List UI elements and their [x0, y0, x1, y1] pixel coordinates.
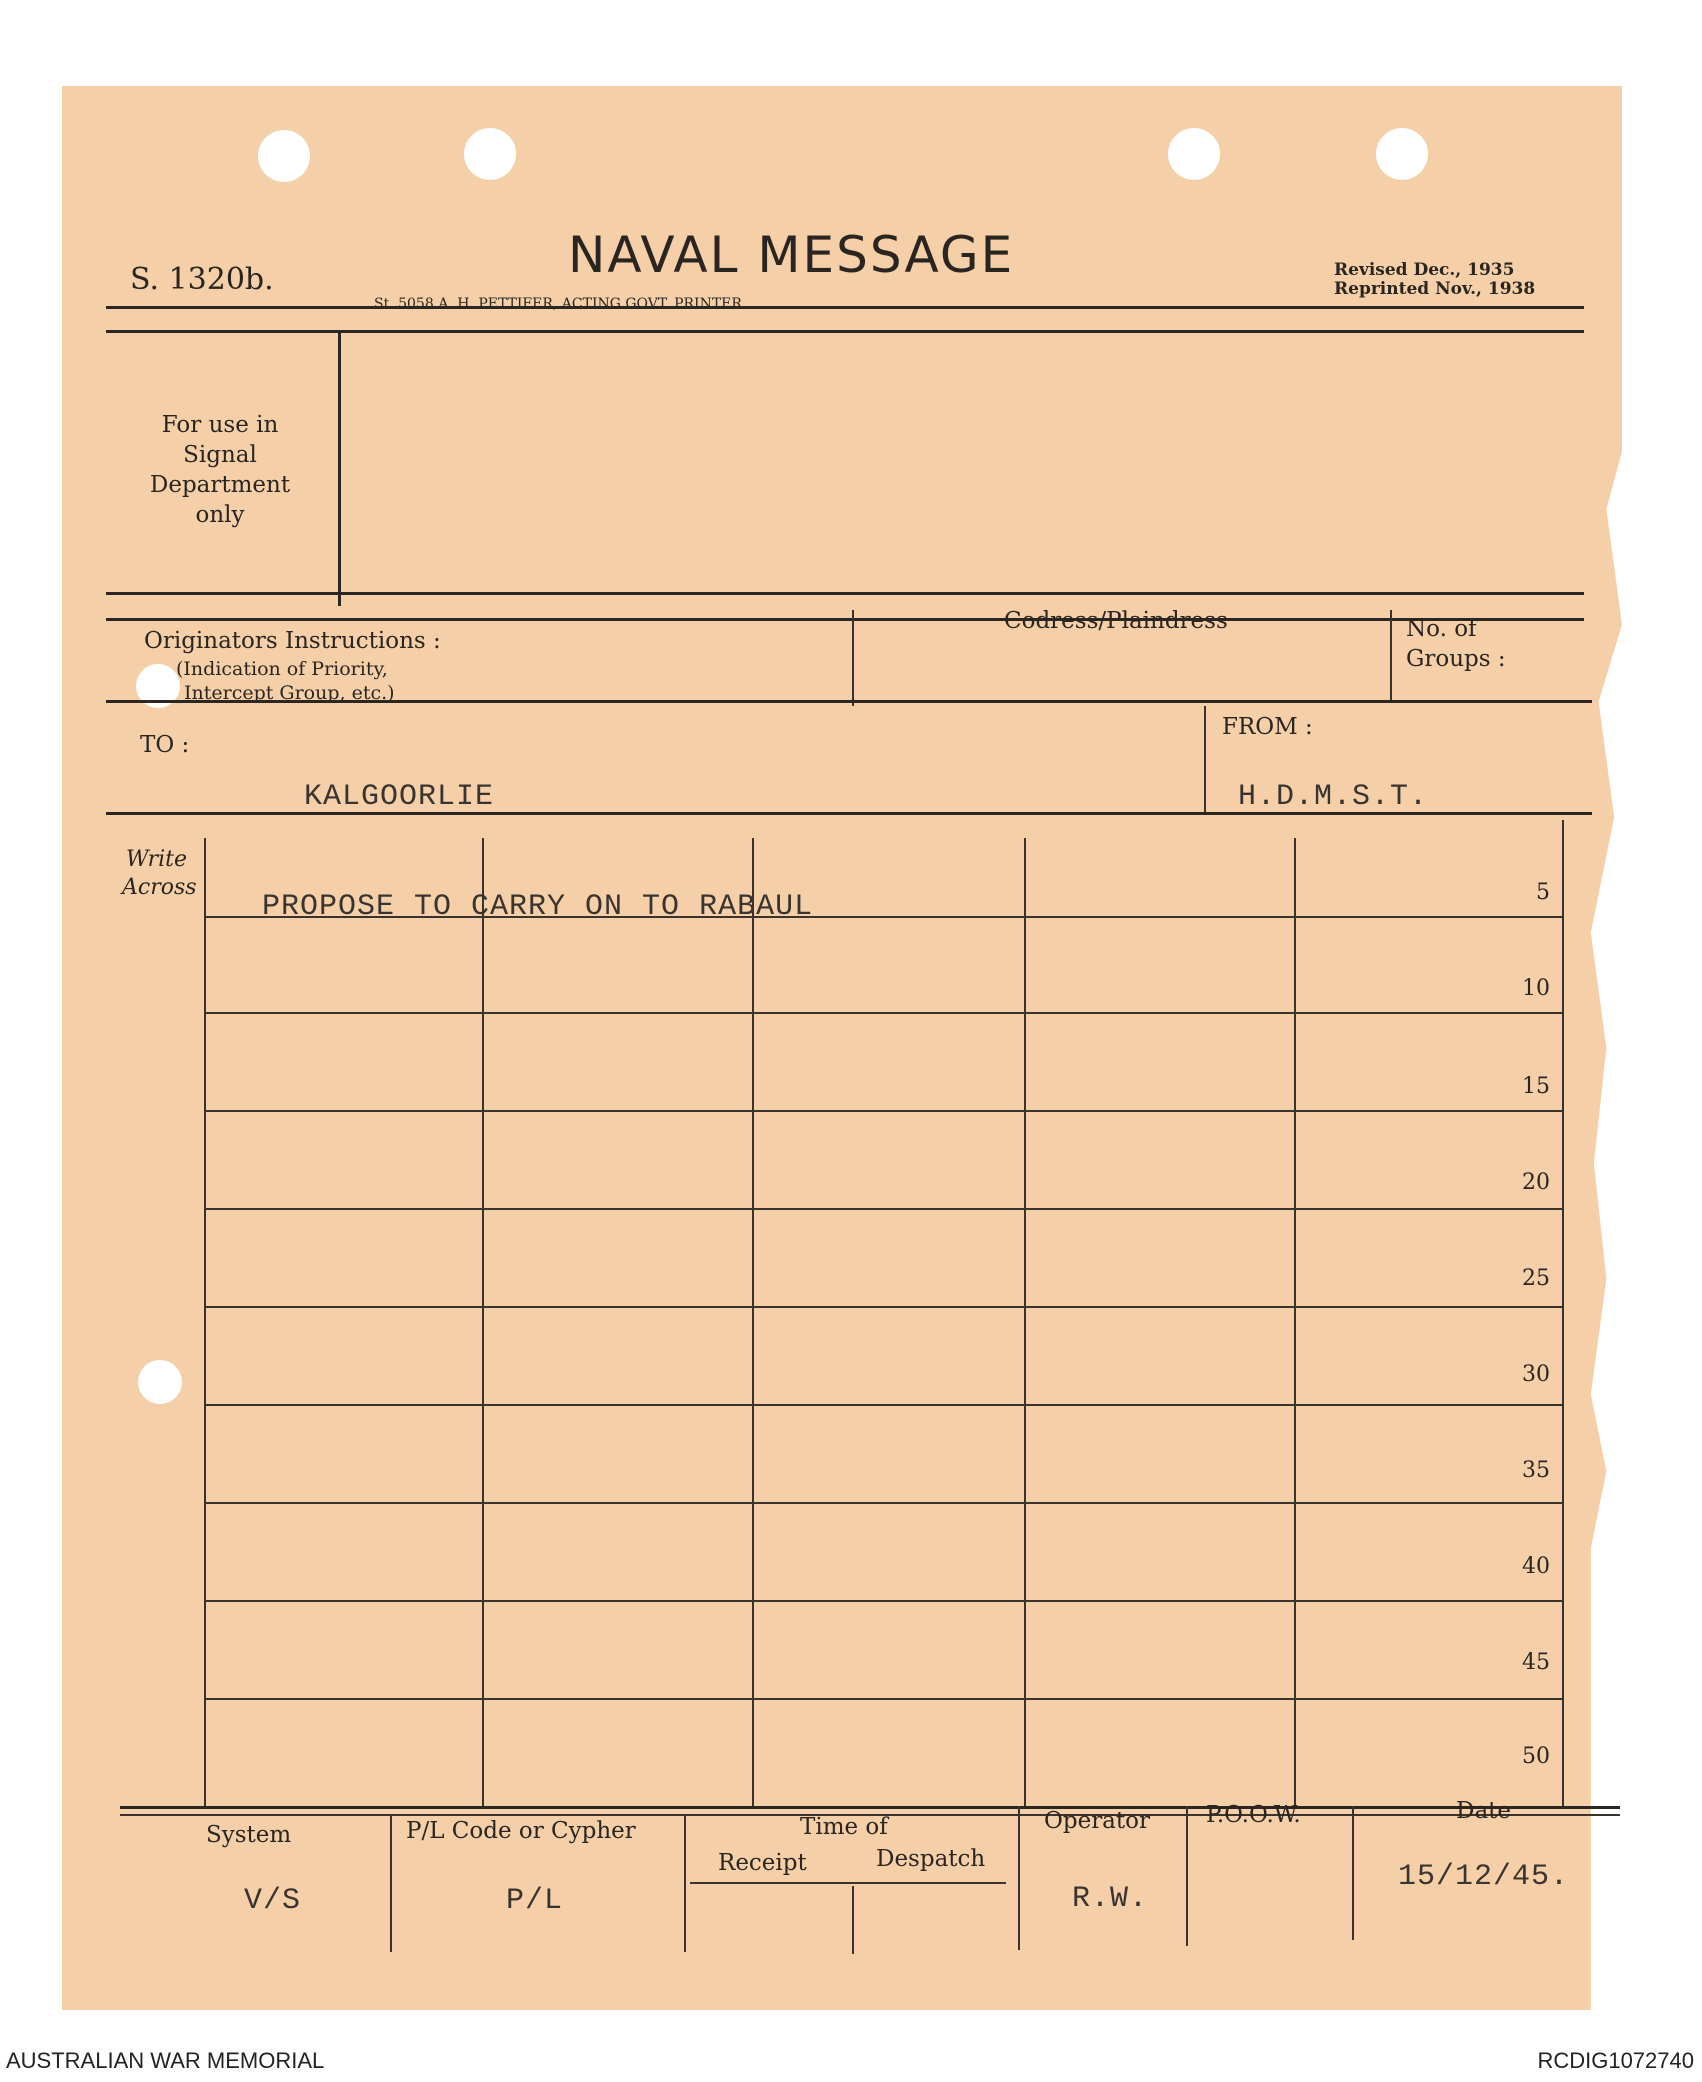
- to-value: KALGOORLIE: [304, 780, 495, 814]
- grid-right-border: [1562, 820, 1564, 1808]
- operator-value: R.W.: [1072, 1882, 1149, 1916]
- footer-right: RCDIG1072740: [1537, 2048, 1694, 2073]
- form-title: NAVAL MESSAGE: [568, 226, 1015, 284]
- punch-hole: [464, 128, 516, 180]
- operator-label: Operator: [1044, 1808, 1150, 1834]
- originators-sub1: (Indication of Priority,: [176, 658, 388, 680]
- punch-hole: [1376, 128, 1428, 180]
- grid-row-line: [204, 1012, 1562, 1014]
- bottom-col-line: [852, 1886, 854, 1954]
- originators-label: Originators Instructions :: [144, 628, 441, 654]
- form-number: S. 1320b.: [130, 262, 274, 297]
- punch-hole: [1168, 128, 1220, 180]
- to-from-divider: [1204, 706, 1206, 814]
- receipt-label: Receipt: [718, 1850, 807, 1876]
- bottom-col-line: [684, 1816, 686, 1952]
- grid-row-line: [204, 1208, 1562, 1210]
- grid-col-line: [1294, 838, 1296, 1808]
- despatch-label: Despatch: [876, 1846, 986, 1872]
- bottom-col-line: [1352, 1806, 1354, 1940]
- grid-row-line: [204, 1110, 1562, 1112]
- signal-dept-label: For use in Signal Department only: [149, 412, 291, 528]
- system-value: V/S: [244, 1884, 302, 1918]
- group-count: 45: [1522, 1650, 1550, 1675]
- revised-date: Revised Dec., 1935: [1334, 260, 1515, 280]
- to-label: TO :: [140, 732, 190, 758]
- printer-line: St. 5058 A. H. PETTIFER, ACTING GOVT. PRINTER.: [374, 296, 747, 312]
- addressing-bottom: [106, 812, 1592, 815]
- message-text: PROPOSE TO CARRY ON TO RABAUL: [262, 890, 814, 924]
- instructions-divider-1: [852, 610, 854, 706]
- form-sheet: [62, 86, 1622, 2010]
- date-value: 15/12/45.: [1398, 1860, 1570, 1894]
- group-count: 20: [1522, 1170, 1550, 1195]
- time-of-label: Time of: [800, 1814, 888, 1840]
- grid-col-line: [482, 838, 484, 1808]
- originators-sub2: Intercept Group, etc.): [184, 682, 395, 704]
- grid-row-line: [204, 1698, 1562, 1700]
- bottom-col-line: [390, 1816, 392, 1952]
- reprinted-date: Reprinted Nov., 1938: [1334, 279, 1536, 299]
- footer-left: AUSTRALIAN WAR MEMORIAL: [6, 2048, 325, 2073]
- group-count: 30: [1522, 1362, 1550, 1387]
- grid-row-line: [204, 1306, 1562, 1308]
- group-count: 35: [1522, 1458, 1550, 1483]
- write-across-label: Write Across: [122, 847, 197, 900]
- header-rule: [106, 306, 1584, 309]
- groups-label-1: No. of: [1406, 616, 1477, 642]
- signal-box-divider: [338, 330, 341, 606]
- system-label: System: [206, 1822, 292, 1848]
- code-value: P/L: [506, 1884, 564, 1918]
- grid-col-line: [1024, 838, 1026, 1808]
- punch-hole: [258, 130, 310, 182]
- group-count: 5: [1536, 880, 1550, 905]
- grid-row-line: [204, 1404, 1562, 1406]
- instructions-bottom: [106, 700, 1592, 703]
- group-count: 25: [1522, 1266, 1550, 1291]
- time-of-rule: [690, 1882, 1006, 1884]
- bottom-col-line: [1018, 1806, 1020, 1950]
- from-value: H.D.M.S.T.: [1238, 780, 1429, 814]
- punch-hole: [138, 1360, 182, 1404]
- bottom-col-line: [1186, 1806, 1188, 1946]
- group-count: 40: [1522, 1554, 1550, 1579]
- poow-label: P.O.O.W.: [1206, 1802, 1301, 1828]
- code-label: P/L Code or Cypher: [406, 1818, 636, 1844]
- signal-box-top: [106, 330, 1584, 333]
- grid-row-line: [204, 1502, 1562, 1504]
- group-count: 10: [1522, 976, 1550, 1001]
- instructions-divider-2: [1390, 610, 1392, 700]
- grid-col-line: [752, 838, 754, 1808]
- signal-box-bottom: [106, 592, 1584, 595]
- codress-label: Codress/Plaindress: [1004, 608, 1228, 634]
- grid-left-border: [204, 838, 206, 1808]
- group-count: 15: [1522, 1074, 1550, 1099]
- groups-label-2: Groups :: [1406, 646, 1506, 672]
- bottom-rule: [120, 1806, 1620, 1809]
- grid-row-line: [204, 1600, 1562, 1602]
- date-label: Date: [1456, 1798, 1512, 1824]
- group-count: 50: [1522, 1744, 1550, 1769]
- from-label: FROM :: [1222, 714, 1313, 740]
- instructions-top: [106, 618, 1584, 621]
